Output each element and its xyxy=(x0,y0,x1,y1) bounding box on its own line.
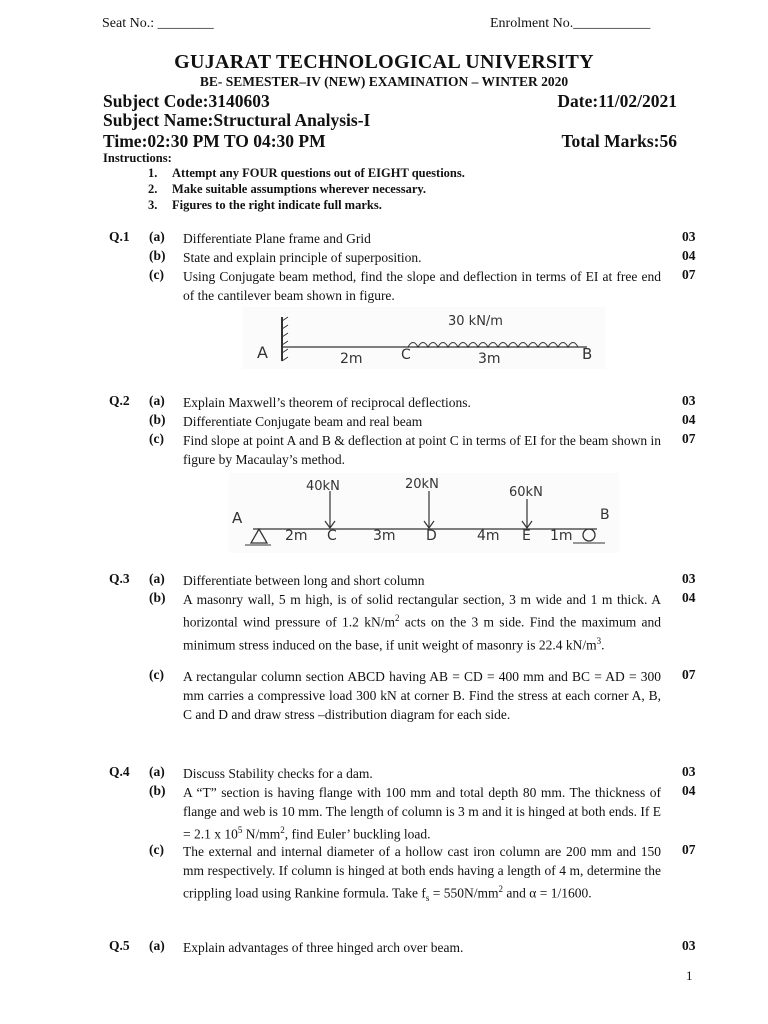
part-label: (b) xyxy=(149,783,166,798)
question-text: Find slope at point A and B & deflection at point C in terms of EI for the beam shown in figure by Macaulay’s method. xyxy=(183,433,661,468)
point-c-label: C xyxy=(327,528,337,544)
part-label: (a) xyxy=(149,571,165,586)
question-text: Discuss Stability checks for a dam. xyxy=(183,766,373,781)
question-text: Using Conjugate beam method, find the slope and deflection in terms of EI at free end of the cantilever beam shown in figure. xyxy=(183,269,661,304)
total-marks: Total Marks:56 xyxy=(561,131,677,151)
question-text: Differentiate between long and short column xyxy=(183,573,425,588)
marks: 03 xyxy=(682,571,696,586)
marks: 03 xyxy=(682,764,696,779)
part-label: (b) xyxy=(149,590,166,605)
part-label: (a) xyxy=(149,764,165,779)
question-text: Differentiate Conjugate beam and real beam xyxy=(183,414,423,429)
question-text: Differentiate Plane frame and Grid xyxy=(183,231,371,246)
marks: 04 xyxy=(682,412,696,427)
marks: 04 xyxy=(682,783,696,798)
marks: 07 xyxy=(682,842,696,857)
part-label: (b) xyxy=(149,412,166,427)
part-label: (c) xyxy=(149,431,164,446)
point-d-label: D xyxy=(426,528,437,544)
exam-title: BE- SEMESTER–IV (NEW) EXAMINATION – WINTER 2020 xyxy=(199,74,569,89)
span-length-4: 1m xyxy=(550,528,573,544)
span-length-1: 2m xyxy=(340,351,363,367)
part-label: (c) xyxy=(149,842,164,857)
subject-name: Subject Name:Structural Analysis-I xyxy=(103,110,371,130)
marks: 07 xyxy=(682,267,696,282)
part-label: (a) xyxy=(149,229,165,244)
point-b-label: B xyxy=(600,507,610,523)
span-length-2: 3m xyxy=(478,351,501,367)
instructions-title: Instructions: xyxy=(103,151,172,165)
marks: 03 xyxy=(682,938,696,953)
marks: 03 xyxy=(682,393,696,408)
point-e-label: E xyxy=(522,528,531,544)
question-label: Q.5 xyxy=(109,938,130,953)
enrolment-number: Enrolment No.___________ xyxy=(490,16,651,31)
load-value-3: 60kN xyxy=(509,485,543,500)
point-b-label: B xyxy=(582,345,593,363)
university-title: GUJARAT TECHNOLOGICAL UNIVERSITY xyxy=(174,51,594,73)
point-c-label: C xyxy=(401,347,411,363)
part-label: (c) xyxy=(149,267,164,282)
subject-code: Subject Code:3140603 xyxy=(103,91,270,111)
udl-value: 30 kN/m xyxy=(448,314,503,329)
marks: 03 xyxy=(682,229,696,244)
question-text: Explain advantages of three hinged arch over beam. xyxy=(183,940,464,955)
span-length-1: 2m xyxy=(285,528,308,544)
question-label: Q.1 xyxy=(109,229,130,244)
exam-date: Date:11/02/2021 xyxy=(557,91,677,111)
span-length-3: 4m xyxy=(477,528,500,544)
question-text: A “T” section is having flange with 100 mm and total depth 80 mm. The thickness of flange and web is 10 mm. The length of column is 3 m and it is hinged at both ends. If E = 2.1 x $10^5$ $N/mm^2$, find Euler’ buckling load. xyxy=(183,785,661,842)
point-a-label: A xyxy=(257,343,268,362)
exam-time: Time:02:30 PM TO 04:30 PM xyxy=(103,131,326,151)
question-text: A masonry wall, 5 m high, is of solid rectangular section, 3 m wide and 1 m thick. A horizontal wind pressure of 1.2 $kN/m^2$ acts on the 3 m side. Find the maximum and minimum stress induced on the base, if unit weight of masonry is 22.4 $kN/m^3$. xyxy=(183,592,662,653)
part-label: (b) xyxy=(149,248,166,263)
point-a-label: A xyxy=(232,509,243,527)
question-text: State and explain principle of superposition. xyxy=(183,250,422,265)
question-text: Explain Maxwell’s theorem of reciprocal deflections. xyxy=(183,395,471,410)
seat-number: Seat No.: ________ xyxy=(102,16,214,31)
cantilever-beam-figure xyxy=(243,307,605,369)
question-label: Q.4 xyxy=(109,764,130,779)
marks: 07 xyxy=(682,667,696,682)
part-label: (a) xyxy=(149,938,165,953)
instruction-item: 1. Attempt any FOUR questions out of EIGHT questions. xyxy=(148,166,465,180)
question-text: The external and internal diameter of a hollow cast iron column are 200 mm and 150 mm respectively. If column is hinged at both ends having a length of 4 m, determine the crippling load using Rankine formula. Take $f_s = 550N/mm^2$ and α = 1/1600. xyxy=(183,844,661,904)
beam-point-loads-figure xyxy=(229,473,619,553)
instruction-item: 3. Figures to the right indicate full marks. xyxy=(148,198,382,212)
question-label: Q.2 xyxy=(109,393,130,408)
load-value-2: 20kN xyxy=(405,477,439,492)
marks: 04 xyxy=(682,590,696,605)
page-number: 1 xyxy=(686,968,693,983)
instruction-item: 2. Make suitable assumptions wherever necessary. xyxy=(148,182,427,196)
question-text: A rectangular column section ABCD having AB = CD = 400 mm and BC = AD = 300 mm carries a compressive load 300 kN at corner B. Find the stress at each corner A, B, C and D and draw stress –distribution diagram for each side. xyxy=(183,669,661,723)
span-length-2: 3m xyxy=(373,528,396,544)
marks: 04 xyxy=(682,248,696,263)
figure-background xyxy=(243,307,605,369)
marks: 07 xyxy=(682,431,696,446)
part-label: (a) xyxy=(149,393,165,408)
question-label: Q.3 xyxy=(109,571,130,586)
load-value-1: 40kN xyxy=(306,479,340,494)
part-label: (c) xyxy=(149,667,164,682)
